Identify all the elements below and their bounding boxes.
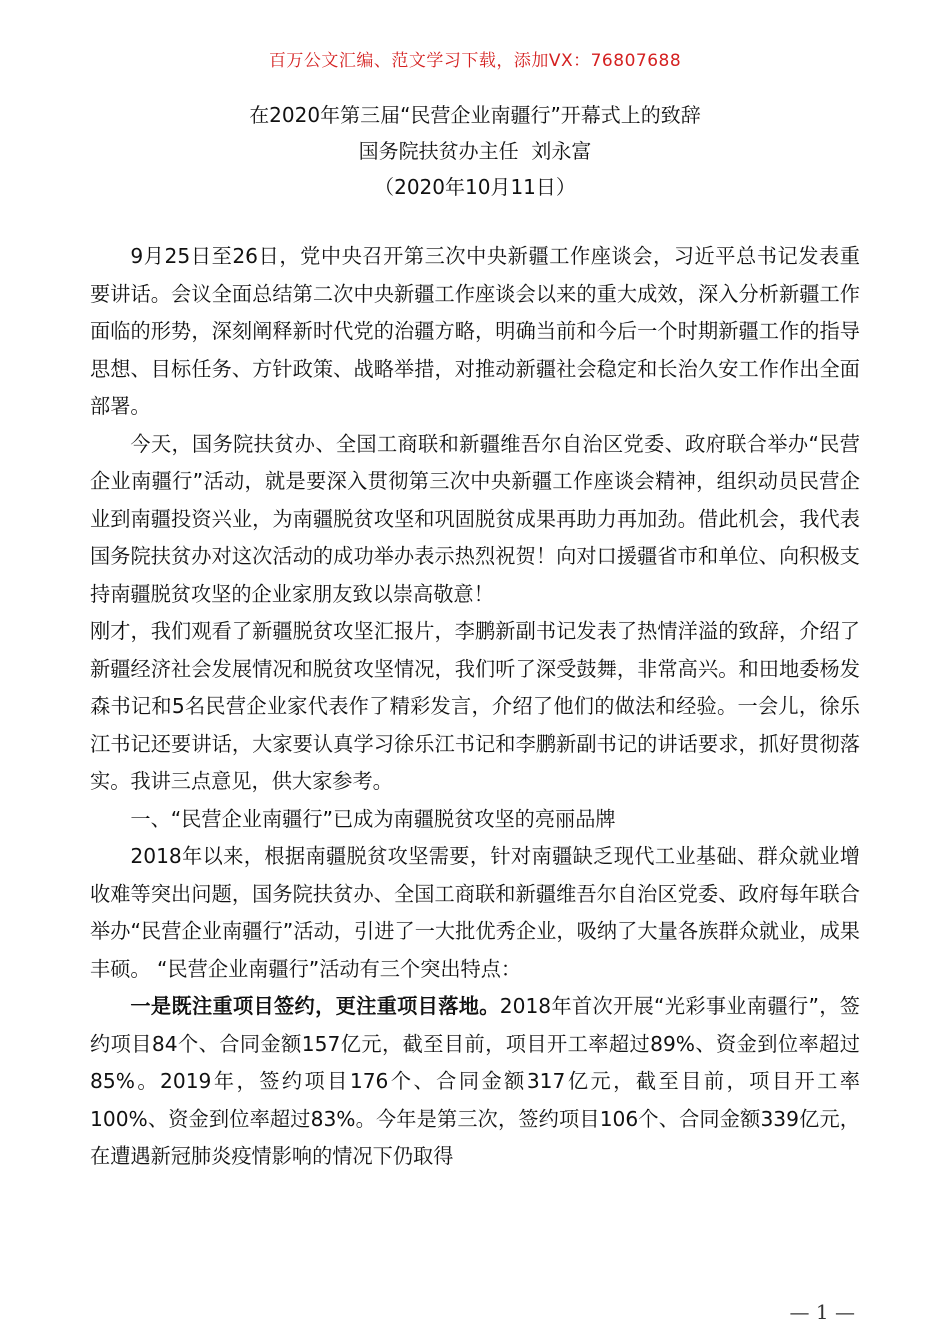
paragraph-4: 2018年以来，根据南疆脱贫攻坚需要，针对南疆缺乏现代工业基础、群众就业增收难等突出问题，国务院扶贫办、全国工商联和新疆维吾尔自治区党委、政府每年联合举办“民营企业南疆行”活动，引进了一大批优秀企业，吸纳了大量各族群众就业，成果丰硕。 “民营企业南疆行”活动有三个突出特点： xyxy=(90,844,860,981)
document-title: 在2020年第三届“民营企业南疆行”开幕式上的致辞 xyxy=(249,103,701,127)
watermark-banner: 百万公文汇编、范文学习下载，添加VX：76807688 xyxy=(268,51,682,71)
paragraph-5-lead: 一是既注重项目签约，更注重项目落地。 xyxy=(130,994,500,1018)
paragraph-5-text: 2018年首次开展“光彩事业南疆行”，签约项目84个、合同金额157亿元，截至目前，项目开工率超过89%、资金到位率超过85%。2019年，签约项目176个、合同金额317亿元，截至目前，项目开工率100%、资金到位率超过83%。今年是第三次，签约项目106个、合同金额339亿元，在遭遇新冠肺炎疫情影响的情况下仍取得 xyxy=(90,994,860,1168)
date-line: （2020年10月11日） xyxy=(374,175,576,199)
page-number: — 1 — xyxy=(789,1300,855,1324)
document-header xyxy=(0,97,950,205)
speaker-line: 国务院扶贫办主任 刘永富 xyxy=(358,139,592,163)
section-heading-1: 一、“民营企业南疆行”已成为南疆脱贫攻坚的亮丽品牌 xyxy=(130,806,616,831)
paragraph-1: 9月25日至26日，党中央召开第三次中央新疆工作座谈会，习近平总书记发表重要讲话。会议全面总结第二次中央新疆工作座谈会以来的重大成效，深入分析新疆工作面临的形势，深刻阐释新时代党的治疆方略，明确当前和今后一个时期新疆工作的指导思想、目标任务、方针政策、战略举措，对推动新疆社会稳定和长治久安工作作出全面部署。 xyxy=(90,244,860,418)
document-body xyxy=(90,238,860,1176)
paragraph-2: 今天，国务院扶贫办、全国工商联和新疆维吾尔自治区党委、政府联合举办“民营企业南疆行”活动，就是要深入贯彻第三次中央新疆工作座谈会精神，组织动员民营企业到南疆投资兴业，为南疆脱贫攻坚和巩固脱贫成果再助力再加劲。借此机会，我代表国务院扶贫办对这次活动的成功举办表示热烈祝贺！向对口援疆省市和单位、向积极支持南疆脱贫攻坚的企业家朋友致以崇高敬意！ xyxy=(90,431,860,606)
paragraph-3: 刚才，我们观看了新疆脱贫攻坚汇报片，李鹏新副书记发表了热情洋溢的致辞，介绍了新疆经济社会发展情况和脱贫攻坚情况，我们听了深受鼓舞，非常高兴。和田地委杨发森书记和5名民营企业家代表作了精彩发言，介绍了他们的做法和经验。一会儿，徐乐江书记还要讲话，大家要认真学习徐乐江书记和李鹏新副书记的讲话要求，抓好贯彻落实。我讲三点意见，供大家参考。 xyxy=(90,619,860,793)
paragraph-5 xyxy=(90,988,860,1176)
